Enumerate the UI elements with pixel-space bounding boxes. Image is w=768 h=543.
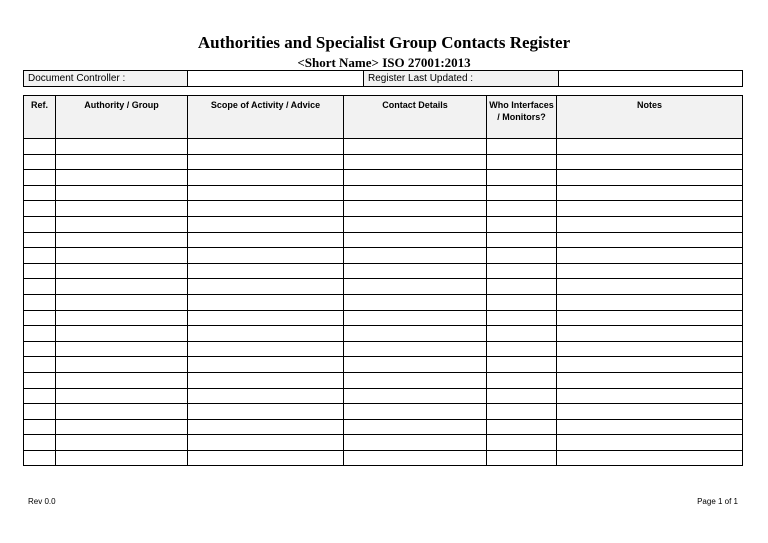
table-cell[interactable] (344, 326, 487, 342)
last-updated-label: Register Last Updated : (364, 71, 559, 87)
table-cell[interactable] (188, 154, 344, 170)
table-cell[interactable] (56, 139, 188, 155)
table-cell[interactable] (487, 404, 557, 420)
table-cell[interactable] (56, 232, 188, 248)
document-controller-field[interactable] (188, 71, 364, 87)
col-header-notes: Notes (557, 96, 743, 139)
table-cell[interactable] (24, 201, 56, 217)
table-cell[interactable] (188, 185, 344, 201)
table-cell[interactable] (188, 248, 344, 264)
table-cell[interactable] (56, 435, 188, 451)
table-cell[interactable] (557, 185, 743, 201)
table-cell[interactable] (557, 404, 743, 420)
table-cell[interactable] (557, 248, 743, 264)
table-cell[interactable] (487, 341, 557, 357)
table-cell[interactable] (344, 310, 487, 326)
table-row (24, 139, 743, 155)
table-cell[interactable] (24, 154, 56, 170)
table-cell[interactable] (24, 294, 56, 310)
table-cell[interactable] (557, 341, 743, 357)
table-cell[interactable] (188, 341, 344, 357)
table-cell[interactable] (24, 185, 56, 201)
table-cell[interactable] (487, 248, 557, 264)
table-row (24, 248, 743, 264)
table-cell[interactable] (188, 139, 344, 155)
table-cell[interactable] (487, 154, 557, 170)
col-header-who: Who Interfaces / Monitors? (487, 96, 557, 139)
table-cell[interactable] (487, 419, 557, 435)
table-cell[interactable] (24, 232, 56, 248)
register-header-row (24, 96, 743, 139)
table-cell[interactable] (487, 372, 557, 388)
table-cell[interactable] (557, 279, 743, 295)
table-cell[interactable] (24, 216, 56, 232)
document-title: Authorities and Specialist Group Contacts Register (197, 33, 571, 52)
table-cell[interactable] (24, 450, 56, 466)
table-cell[interactable] (24, 279, 56, 295)
table-cell[interactable] (344, 232, 487, 248)
table-cell[interactable] (487, 357, 557, 373)
table-cell[interactable] (56, 263, 188, 279)
table-cell[interactable] (24, 372, 56, 388)
table-cell[interactable] (557, 201, 743, 217)
table-row (24, 388, 743, 404)
table-cell[interactable] (24, 435, 56, 451)
meta-table (23, 70, 743, 87)
table-cell[interactable] (557, 216, 743, 232)
table-row (24, 216, 743, 232)
table-cell[interactable] (557, 450, 743, 466)
table-cell[interactable] (188, 404, 344, 420)
table-row (24, 154, 743, 170)
table-cell[interactable] (487, 435, 557, 451)
table-row (24, 263, 743, 279)
table-cell[interactable] (557, 310, 743, 326)
table-cell[interactable] (56, 372, 188, 388)
table-cell[interactable] (188, 263, 344, 279)
table-cell[interactable] (344, 216, 487, 232)
table-cell[interactable] (188, 279, 344, 295)
table-cell[interactable] (487, 263, 557, 279)
table-cell[interactable] (188, 357, 344, 373)
table-cell[interactable] (487, 216, 557, 232)
table-row (24, 404, 743, 420)
table-cell[interactable] (487, 170, 557, 186)
table-cell[interactable] (56, 341, 188, 357)
table-cell[interactable] (557, 435, 743, 451)
table-row (24, 185, 743, 201)
table-cell[interactable] (557, 388, 743, 404)
document-subtitle: <Short Name> ISO 27001:2013 (297, 55, 471, 70)
table-row (24, 232, 743, 248)
table-cell[interactable] (344, 404, 487, 420)
table-cell[interactable] (188, 372, 344, 388)
table-cell[interactable] (56, 419, 188, 435)
table-cell[interactable] (188, 310, 344, 326)
table-cell[interactable] (188, 232, 344, 248)
register-table (23, 95, 743, 466)
table-cell[interactable] (557, 170, 743, 186)
table-cell[interactable] (188, 170, 344, 186)
table-cell[interactable] (487, 279, 557, 295)
table-cell[interactable] (24, 170, 56, 186)
table-cell[interactable] (344, 263, 487, 279)
table-cell[interactable] (188, 326, 344, 342)
col-header-contact: Contact Details (344, 96, 487, 139)
table-cell[interactable] (24, 404, 56, 420)
table-row (24, 294, 743, 310)
table-cell[interactable] (344, 450, 487, 466)
table-cell[interactable] (56, 357, 188, 373)
table-row (24, 170, 743, 186)
table-row (24, 357, 743, 373)
table-cell[interactable] (344, 201, 487, 217)
last-updated-field[interactable] (559, 71, 743, 87)
table-cell[interactable] (487, 326, 557, 342)
table-cell[interactable] (487, 232, 557, 248)
table-cell[interactable] (487, 139, 557, 155)
table-cell[interactable] (557, 294, 743, 310)
table-cell[interactable] (344, 170, 487, 186)
table-cell[interactable] (56, 185, 188, 201)
table-row (24, 341, 743, 357)
table-cell[interactable] (557, 154, 743, 170)
table-cell[interactable] (344, 372, 487, 388)
table-cell[interactable] (56, 216, 188, 232)
table-cell[interactable] (56, 450, 188, 466)
table-cell[interactable] (56, 294, 188, 310)
document-controller-label: Document Controller : (24, 71, 188, 87)
table-row (24, 372, 743, 388)
table-cell[interactable] (557, 232, 743, 248)
table-cell[interactable] (56, 310, 188, 326)
table-cell[interactable] (56, 326, 188, 342)
table-cell[interactable] (344, 419, 487, 435)
table-cell[interactable] (24, 263, 56, 279)
table-cell[interactable] (344, 185, 487, 201)
table-cell[interactable] (56, 154, 188, 170)
table-row (24, 279, 743, 295)
table-cell[interactable] (344, 279, 487, 295)
table-row (24, 435, 743, 451)
table-cell[interactable] (557, 372, 743, 388)
table-cell[interactable] (56, 170, 188, 186)
table-cell[interactable] (487, 388, 557, 404)
table-cell[interactable] (487, 201, 557, 217)
table-cell[interactable] (188, 435, 344, 451)
revision-label: Rev 0.0 (28, 497, 56, 506)
table-cell[interactable] (487, 294, 557, 310)
table-cell[interactable] (24, 310, 56, 326)
table-cell[interactable] (24, 341, 56, 357)
table-cell[interactable] (557, 139, 743, 155)
table-row (24, 326, 743, 342)
table-row (24, 201, 743, 217)
table-row (24, 419, 743, 435)
table-cell[interactable] (24, 388, 56, 404)
page-number: Page 1 of 1 (697, 497, 738, 506)
table-cell[interactable] (344, 154, 487, 170)
col-header-authority: Authority / Group (56, 96, 188, 139)
table-cell[interactable] (24, 419, 56, 435)
table-cell[interactable] (557, 357, 743, 373)
table-cell[interactable] (344, 248, 487, 264)
table-row (24, 310, 743, 326)
table-cell[interactable] (24, 326, 56, 342)
table-cell[interactable] (56, 201, 188, 217)
table-cell[interactable] (188, 294, 344, 310)
table-cell[interactable] (188, 216, 344, 232)
table-cell[interactable] (188, 450, 344, 466)
table-cell[interactable] (557, 419, 743, 435)
table-cell[interactable] (557, 326, 743, 342)
table-cell[interactable] (344, 388, 487, 404)
table-cell[interactable] (24, 357, 56, 373)
table-row (24, 450, 743, 466)
table-cell[interactable] (557, 263, 743, 279)
table-cell[interactable] (56, 404, 188, 420)
table-cell[interactable] (344, 435, 487, 451)
table-cell[interactable] (56, 388, 188, 404)
table-cell[interactable] (344, 357, 487, 373)
table-cell[interactable] (487, 310, 557, 326)
table-cell[interactable] (188, 419, 344, 435)
register-body (24, 139, 743, 466)
table-cell[interactable] (188, 388, 344, 404)
meta-row (24, 71, 743, 87)
table-cell[interactable] (344, 294, 487, 310)
table-cell[interactable] (188, 201, 344, 217)
col-header-ref: Ref. (24, 96, 56, 139)
table-cell[interactable] (487, 450, 557, 466)
table-cell[interactable] (56, 248, 188, 264)
table-cell[interactable] (24, 139, 56, 155)
col-header-scope: Scope of Activity / Advice (188, 96, 344, 139)
table-cell[interactable] (24, 248, 56, 264)
table-cell[interactable] (487, 185, 557, 201)
table-cell[interactable] (344, 139, 487, 155)
table-cell[interactable] (56, 279, 188, 295)
table-cell[interactable] (344, 341, 487, 357)
